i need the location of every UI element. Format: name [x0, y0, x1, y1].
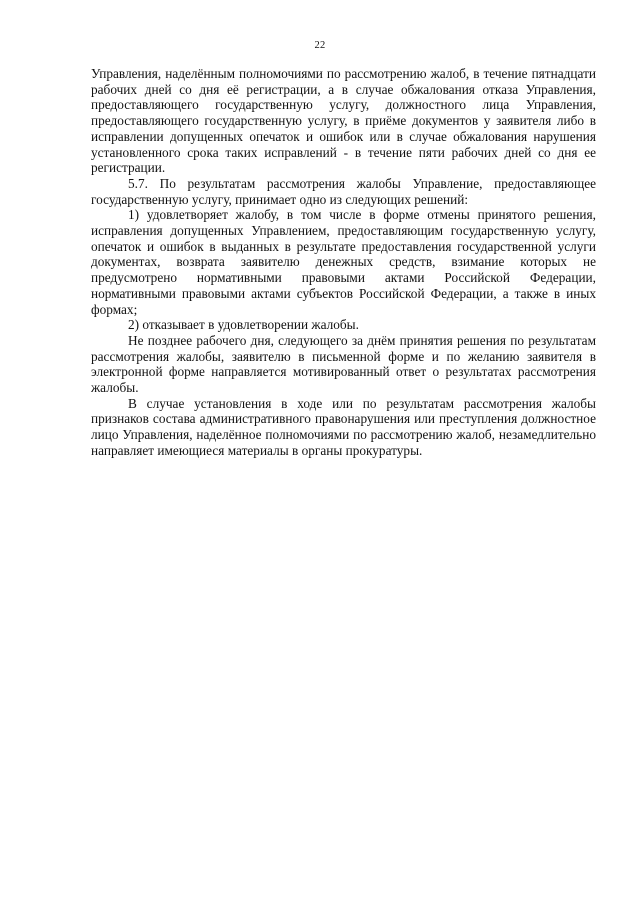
paragraph-prosecution: В случае установления в ходе или по результатам рассмотрения жалобы признаков состава административного правонарушения или преступления должностное лицо Управления, наделённое полномочиями по рассмотрению жалоб, незамедлительно направляет имеющиеся материалы в органы прокуратуры.: [91, 395, 596, 458]
paragraph-decision-1: 1) удовлетворяет жалобу, в том числе в форме отмены принятого решения, исправления допущенных Управлением, предоставляющим государственную услугу, опечаток и ошибок в выданных в результате предоставления государственной услуги документах, возврата заявителю денежных средств, взимание которых не предусмотрено нормативными правовыми актами Российской Федерации, нормативными правовыми актами субъектов Российской Федерации, а также в иных формах;: [91, 207, 596, 317]
paragraph-continuation: Управления, наделённым полномочиями по рассмотрению жалоб, в течение пятнадцати рабочих дней со дня её регистрации, а в случае обжалования отказа Управления, предоставляющего государственную услугу, должностного лица Управления, предоставляющего государственную услугу, в приёме документов у заявителя либо в исправлении допущенных опечаток и ошибок или в случае обжалования нарушения установленного срока таких исправлений - в течение пяти рабочих дней со дня ее регистрации.: [91, 66, 596, 176]
paragraph-response-deadline: Не позднее рабочего дня, следующего за днём принятия решения по результатам рассмотрения жалобы, заявителю в письменной форме и по желанию заявителя в электронной форме направляется мотивированный ответ о результатах рассмотрения жалобы.: [91, 332, 596, 396]
paragraph-5-7: 5.7. По результатам рассмотрения жалобы Управление, предоставляющее государственную услугу, принимает одно из следующих решений:: [91, 175, 596, 207]
document-body: [91, 66, 596, 459]
page-number: 22: [314, 40, 326, 51]
paragraph-decision-2: 2) отказывает в удовлетворении жалобы.: [128, 317, 359, 333]
